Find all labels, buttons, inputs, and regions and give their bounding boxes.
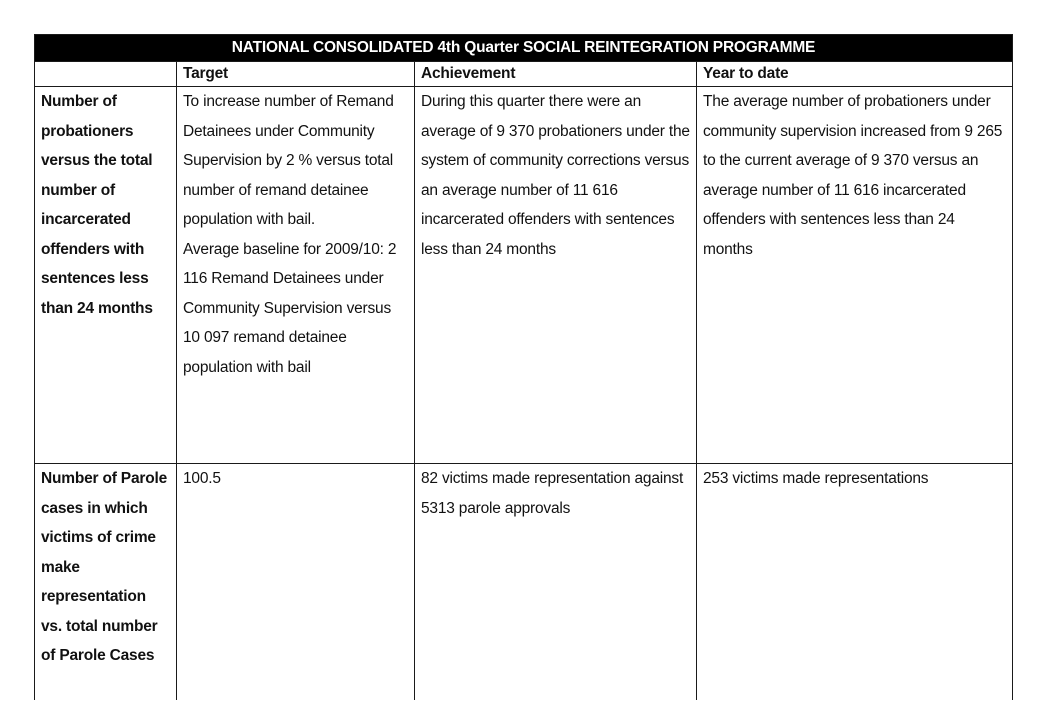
- target-baseline: Average baseline for 2009/10: 2 116 Remand Detainees under Community Supervision versus 10 097 remand detainee population with bail: [183, 240, 397, 376]
- header-target: Target: [177, 62, 415, 87]
- report-table: [34, 34, 1013, 700]
- programme-report: [34, 34, 1013, 700]
- target-cell: [177, 87, 415, 464]
- header-indicator: [35, 62, 177, 87]
- year-to-date-cell: The average number of probationers under community supervision increased from 9 265 to the current average of 9 370 versus an average number of 11 616 incarcerated offenders with sentences less than 24 months: [697, 87, 1013, 464]
- header-achievement: Achievement: [415, 62, 697, 87]
- indicator-cell: Number of probationers versus the total number of incarcerated offenders with sentences less than 24 months: [35, 87, 177, 464]
- table-row: [35, 464, 1013, 701]
- target-text: To increase number of Remand Detainees under Community Supervision by 2 % versus total number of remand detainee population with bail.: [183, 93, 394, 228]
- year-to-date-cell: 253 victims made representations: [697, 464, 1013, 701]
- header-year-to-date: Year to date: [697, 62, 1013, 87]
- target-cell: 100.5: [177, 464, 415, 701]
- indicator-cell: Number of Parole cases in which victims of crime make representation vs. total number of Parole Cases: [35, 464, 177, 701]
- table-title: NATIONAL CONSOLIDATED 4th Quarter SOCIAL REINTEGRATION PROGRAMME: [35, 35, 1013, 62]
- achievement-cell: 82 victims made representation against 5313 parole approvals: [415, 464, 697, 701]
- title-row: [35, 35, 1013, 62]
- table-row: [35, 87, 1013, 464]
- achievement-cell: During this quarter there were an average of 9 370 probationers under the system of community corrections versus an average number of 11 616 incarcerated offenders with sentences less than 24 months: [415, 87, 697, 464]
- header-row: [35, 62, 1013, 87]
